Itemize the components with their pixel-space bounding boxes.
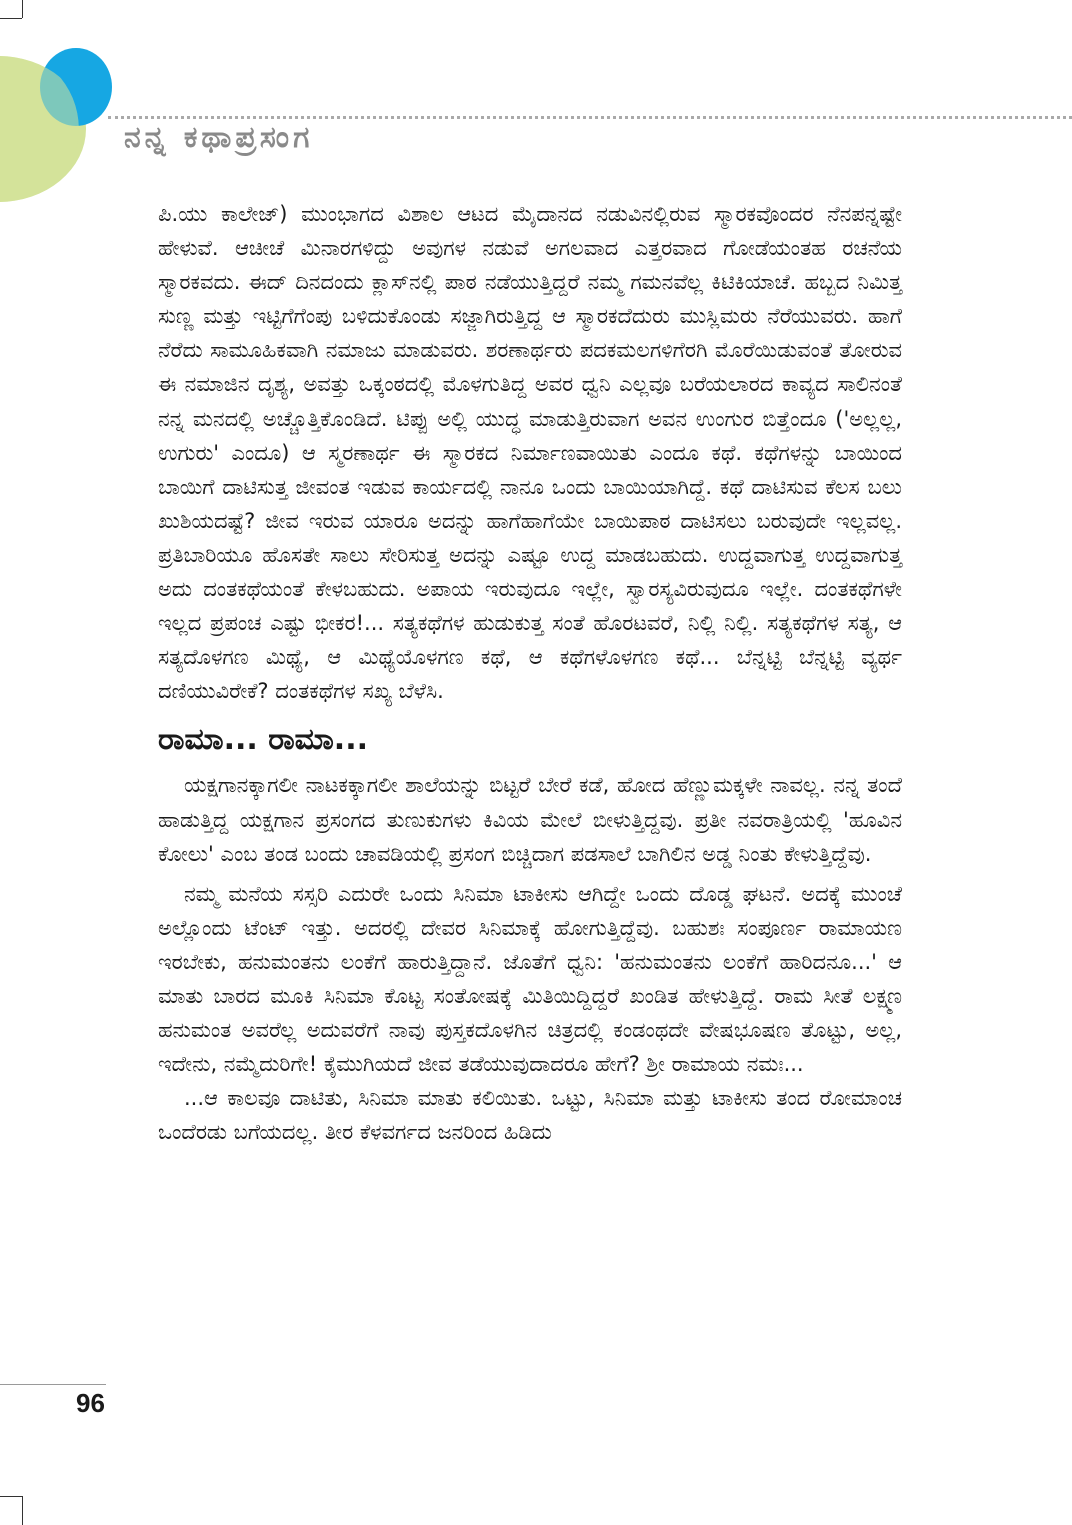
crop-mark-bottom-horizontal [0, 1496, 22, 1497]
footer-rule [0, 1384, 106, 1385]
running-header-title: ನನ್ನ ಕಥಾಪ್ರಸಂಗ [124, 120, 314, 155]
page-body [158, 197, 902, 1149]
body-paragraph-4: ...ಆ ಕಾಲವೂ ದಾಟಿತು, ಸಿನಿಮಾ ಮಾತು ಕಲಿಯಿತು. ಒಟ್ಟು, ಸಿನಿಮಾ ಮತ್ತು ಟಾಕೀಸು ತಂದ ರೋಮಾಂಚ ಒಂದೆರಡು ಬಗೆಯದಲ್ಲ. ತೀರ ಕೆಳವರ್ಗದ ಜನರಿಂದ ಹಿಡಿದು [158, 1086, 902, 1145]
page-number: 96 [76, 1388, 105, 1418]
crop-mark-top-vertical [22, 0, 23, 18]
section-heading: ರಾಮಾ... ರಾಮಾ... [158, 722, 368, 758]
crop-mark-bottom-vertical [22, 1496, 23, 1525]
header-dotted-rule [108, 116, 1072, 119]
body-paragraph-1: ಪಿ.ಯು ಕಾಲೇಜ್) ಮುಂಭಾಗದ ವಿಶಾಲ ಆಟದ ಮೈದಾನದ ನಡುವಿನಲ್ಲಿರುವ ಸ್ಮಾರಕವೊಂದರ ನೆನಪನ್ನಷ್ಟೇ ಹೇಳುವೆ. ಆಚೀಚೆ ಮಿನಾರಗಳಿದ್ದು ಅವುಗಳ ನಡುವೆ ಅಗಲವಾದ ಎತ್ತರವಾದ ಗೋಡೆಯಂತಹ ರಚನೆಯ ಸ್ಮಾರಕವದು. ಈದ್ ದಿನದಂದು ಕ್ಲಾಸ್‌ನಲ್ಲಿ ಪಾಠ ನಡೆಯುತ್ತಿದ್ದರೆ ನಮ್ಮ ಗಮನವೆಲ್ಲ ಕಿಟಿಕಿಯಾಚೆ. ಹಬ್ಬದ ನಿಮಿತ್ತ ಸುಣ್ಣ ಮತ್ತು ಇಟ್ಟಿಗೆಗೆಂಪು ಬಳಿದುಕೊಂಡು ಸಜ್ಜಾಗಿರುತ್ತಿದ್ದ ಆ ಸ್ಮಾರಕದೆದುರು ಮುಸ್ಲಿಮರು ನೆರೆಯುವರು. ಹಾಗೆ ನೆರೆದು ಸಾಮೂಹಿಕವಾಗಿ ನಮಾಜು ಮಾಡುವರು. ಶರಣಾರ್ಥರು ಪದಕಮಲಗಳಿಗೆರಗಿ ಮೊರೆಯಿಡುವಂತೆ ತೋರುವ ಈ ನಮಾಜಿನ ದೃಶ್ಯ, ಅವತ್ತು ಒಕ್ಕಂಠದಲ್ಲಿ ಮೊಳಗುತಿದ್ದ ಅವರ ಧ್ವನಿ ಎಲ್ಲವೂ ಬರೆಯಲಾರದ ಕಾವ್ಯದ ಸಾಲಿನಂತೆ ನನ್ನ ಮನದಲ್ಲಿ ಅಚ್ಚೊತ್ತಿಕೊಂಡಿದೆ. ಟಿಪ್ಪು ಅಲ್ಲಿ ಯುದ್ಧ ಮಾಡುತ್ತಿರುವಾಗ ಅವನ ಉಂಗುರ ಬಿತ್ತೆಂದೂ ('ಅಲ್ಲಲ್ಲ, ಉಗುರು' ಎಂದೂ) ಆ ಸ್ಮರಣಾರ್ಥ ಈ ಸ್ಮಾರಕದ ನಿರ್ಮಾಣವಾಯಿತು ಎಂದೂ ಕಥೆ. ಕಥೆಗಳನ್ನು ಬಾಯಿಂದ ಬಾಯಿಗೆ ದಾಟಿಸುತ್ತ ಜೀವಂತ ಇಡುವ ಕಾರ್ಯದಲ್ಲಿ ನಾನೂ ಒಂದು ಬಾಯಿಯಾಗಿದ್ದೆ. ಕಥೆ ದಾಟಿಸುವ ಕೆಲಸ ಬಲು ಖುಶಿಯದಷ್ಟೆ? ಜೀವ ಇರುವ ಯಾರೂ ಅದನ್ನು ಹಾಗೆಹಾಗೆಯೇ ಬಾಯಿಪಾಠ ದಾಟಿಸಲು ಬರುವುದೇ ಇಲ್ಲವಲ್ಲ. ಪ್ರತಿಬಾರಿಯೂ ಹೊಸತೇ ಸಾಲು ಸೇರಿಸುತ್ತ ಅದನ್ನು ಎಷ್ಟೂ ಉದ್ದ ಮಾಡಬಹುದು. ಉದ್ದವಾಗುತ್ತ ಉದ್ದವಾಗುತ್ತ ಅದು ದಂತಕಥೆಯಂತೆ ಕೇಳಬಹುದು. ಅಪಾಯ ಇರುವುದೂ ಇಲ್ಲೇ, ಸ್ವಾರಸ್ಯವಿರುವುದೂ ಇಲ್ಲೇ. ದಂತಕಥೆಗಳೇ ಇಲ್ಲದ ಪ್ರಪಂಚ ಎಷ್ಟು ಭೀಕರ!... ಸತ್ಯಕಥೆಗಳ ಹುಡುಕುತ್ತ ಸಂತೆ ಹೊರಟವರೆ, ನಿಲ್ಲಿ ನಿಲ್ಲಿ. ಸತ್ಯಕಥೆಗಳ ಸತ್ಯ, ಆ ಸತ್ಯದೊಳಗಣ ಮಿಥ್ಯೆ, ಆ ಮಿಥ್ಯೆಯೊಳಗಣ ಕಥೆ, ಆ ಕಥೆಗಳೊಳಗಣ ಕಥೆ... ಬೆನ್ನಟ್ಟಿ ಬೆನ್ನಟ್ಟಿ ವ್ಯರ್ಥ ದಣಿಯುವಿರೇಕೆ? ದಂತಕಥೆಗಳ ಸಖ್ಯ ಬೆಳೆಸಿ. [158, 202, 902, 704]
body-paragraph-3: ನಮ್ಮ ಮನೆಯ ಸಸ್ಸರಿ ಎದುರೇ ಒಂದು ಸಿನಿಮಾ ಟಾಕೀಸು ಆಗಿದ್ದೇ ಒಂದು ದೊಡ್ಡ ಘಟನೆ. ಅದಕ್ಕೆ ಮುಂಚೆ ಅಲ್ಲೊಂದು ಟೆಂಟ್ ಇತ್ತು. ಅದರಲ್ಲಿ ದೇವರ ಸಿನಿಮಾಕ್ಕೆ ಹೋಗುತ್ತಿದ್ದೆವು. ಬಹುಶಃ ಸಂಪೂರ್ಣ ರಾಮಾಯಣ ಇರಬೇಕು, ಹನುಮಂತನು ಲಂಕೆಗೆ ಹಾರುತ್ತಿದ್ದಾನೆ. ಜೊತೆಗೆ ಧ್ವನಿ: 'ಹನುಮಂತನು ಲಂಕೆಗೆ ಹಾರಿದನೂ...' ಆ ಮಾತು ಬಾರದ ಮೂಕಿ ಸಿನಿಮಾ ಕೊಟ್ಟ ಸಂತೋಷಕ್ಕೆ ಮಿತಿಯಿದ್ದಿದ್ದರೆ ಖಂಡಿತ ಹೇಳುತ್ತಿದ್ದೆ. ರಾಮ ಸೀತೆ ಲಕ್ಷ್ಮಣ ಹನುಮಂತ ಅವರೆಲ್ಲ ಅದುವರೆಗೆ ನಾವು ಪುಸ್ತಕದೊಳಗಿನ ಚಿತ್ರದಲ್ಲಿ ಕಂಡಂಥದೇ ವೇಷಭೂಷಣ ತೊಟ್ಟು, ಅಲ್ಲ, ಇದೇನು, ನಮ್ಮೆದುರಿಗೇ! ಕೈಮುಗಿಯದೆ ಜೀವ ತಡೆಯುವುದಾದರೂ ಹೇಗೆ? ಶ್ರೀ ರಾಮಾಯ ನಮಃ... [158, 881, 902, 1077]
crop-mark-top-horizontal [0, 18, 22, 19]
body-paragraph-2: ಯಕ್ಷಗಾನಕ್ಕಾಗಲೀ ನಾಟಕಕ್ಕಾಗಲೀ ಶಾಲೆಯನ್ನು ಬಿಟ್ಟರೆ ಬೇರೆ ಕಡೆ, ಹೋದ ಹೆಣ್ಣುಮಕ್ಕಳೇ ನಾವಲ್ಲ. ನನ್ನ ತಂದೆ ಹಾಡುತ್ತಿದ್ದ ಯಕ್ಷಗಾನ ಪ್ರಸಂಗದ ತುಣುಕುಗಳು ಕಿವಿಯ ಮೇಲೆ ಬೀಳುತ್ತಿದ್ದವು. ಪ್ರತೀ ನವರಾತ್ರಿಯಲ್ಲಿ 'ಹೂವಿನ ಕೋಲು' ಎಂಬ ತಂಡ ಬಂದು ಚಾವಡಿಯಲ್ಲಿ ಪ್ರಸಂಗ ಬಿಚ್ಚಿದಾಗ ಪಡಸಾಲೆ ಬಾಗಿಲಿನ ಅಡ್ಡ ನಿಂತು ಕೇಳುತ್ತಿದ್ದೆವು. [158, 773, 902, 866]
